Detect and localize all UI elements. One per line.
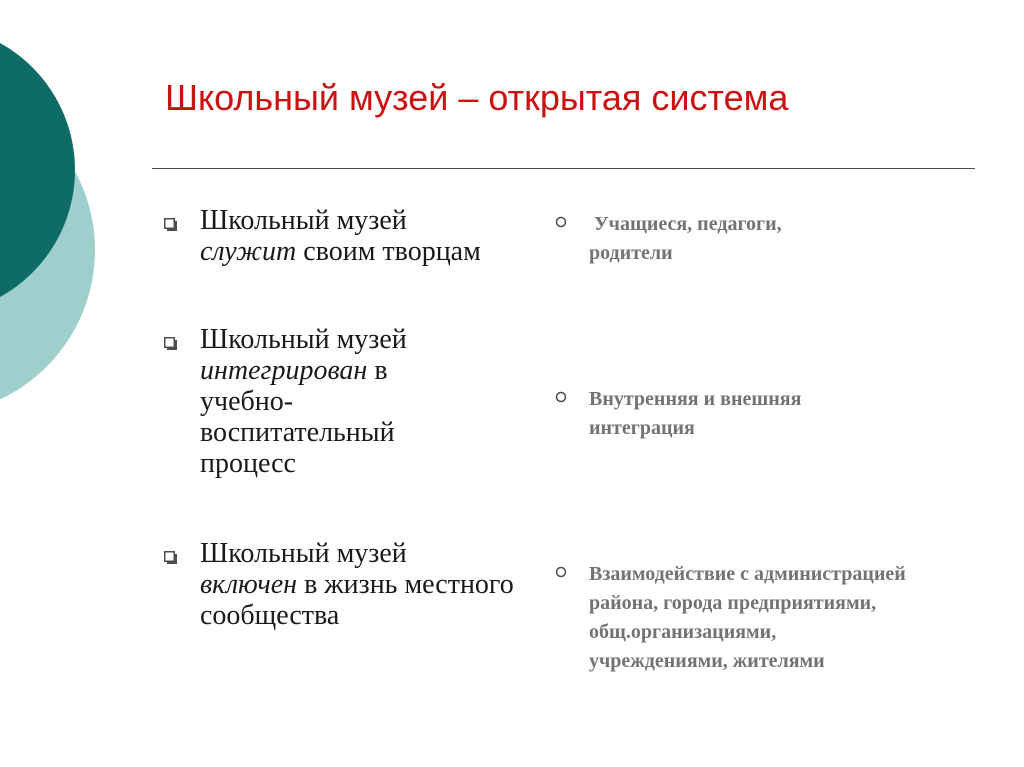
hollow-square-bullet-icon — [164, 218, 177, 231]
left-bullet-item — [164, 538, 544, 631]
left-bullet-text — [200, 324, 450, 479]
bullet-lead: Школьный музей — [200, 205, 407, 236]
title-divider — [152, 168, 975, 169]
right-bullet-text: Внутренняя и внешняя интеграция — [589, 388, 802, 439]
bullet-rest: своим творцам — [296, 236, 481, 267]
hollow-circle-bullet-icon — [555, 566, 567, 578]
slide-title: Школьный музей – открытая система — [165, 77, 789, 118]
bullet-lead: Школьный музей — [200, 538, 407, 569]
bullet-lead: Школьный музей — [200, 324, 407, 355]
right-bullet-text: Взаимодействие с администрацией района, города предприятиями, общ.организациями, учреждениями, жителями — [589, 563, 906, 672]
bullet-rest: в учебно-воспитательный процесс — [200, 355, 395, 479]
decorative-circles — [0, 0, 110, 400]
hollow-square-bullet-icon — [164, 551, 177, 564]
left-bullet-item — [164, 324, 544, 479]
hollow-square-bullet-icon — [164, 337, 177, 350]
right-bullet-item — [555, 210, 915, 268]
hollow-circle-bullet-icon — [555, 391, 567, 403]
bullet-emphasis: интегрирован — [200, 355, 368, 386]
left-bullet-item — [164, 205, 544, 267]
bullet-rest: в жизнь местного сообщества — [200, 569, 514, 631]
right-bullet-item — [555, 385, 915, 443]
right-bullet-item — [555, 560, 915, 676]
left-bullet-text — [200, 205, 544, 267]
left-bullet-text — [200, 538, 520, 631]
bullet-emphasis: служит — [200, 236, 297, 267]
bullet-emphasis: включен — [200, 569, 298, 600]
right-bullet-text: Учащиеся, педагоги, родители — [589, 213, 787, 264]
hollow-circle-bullet-icon — [555, 216, 567, 228]
